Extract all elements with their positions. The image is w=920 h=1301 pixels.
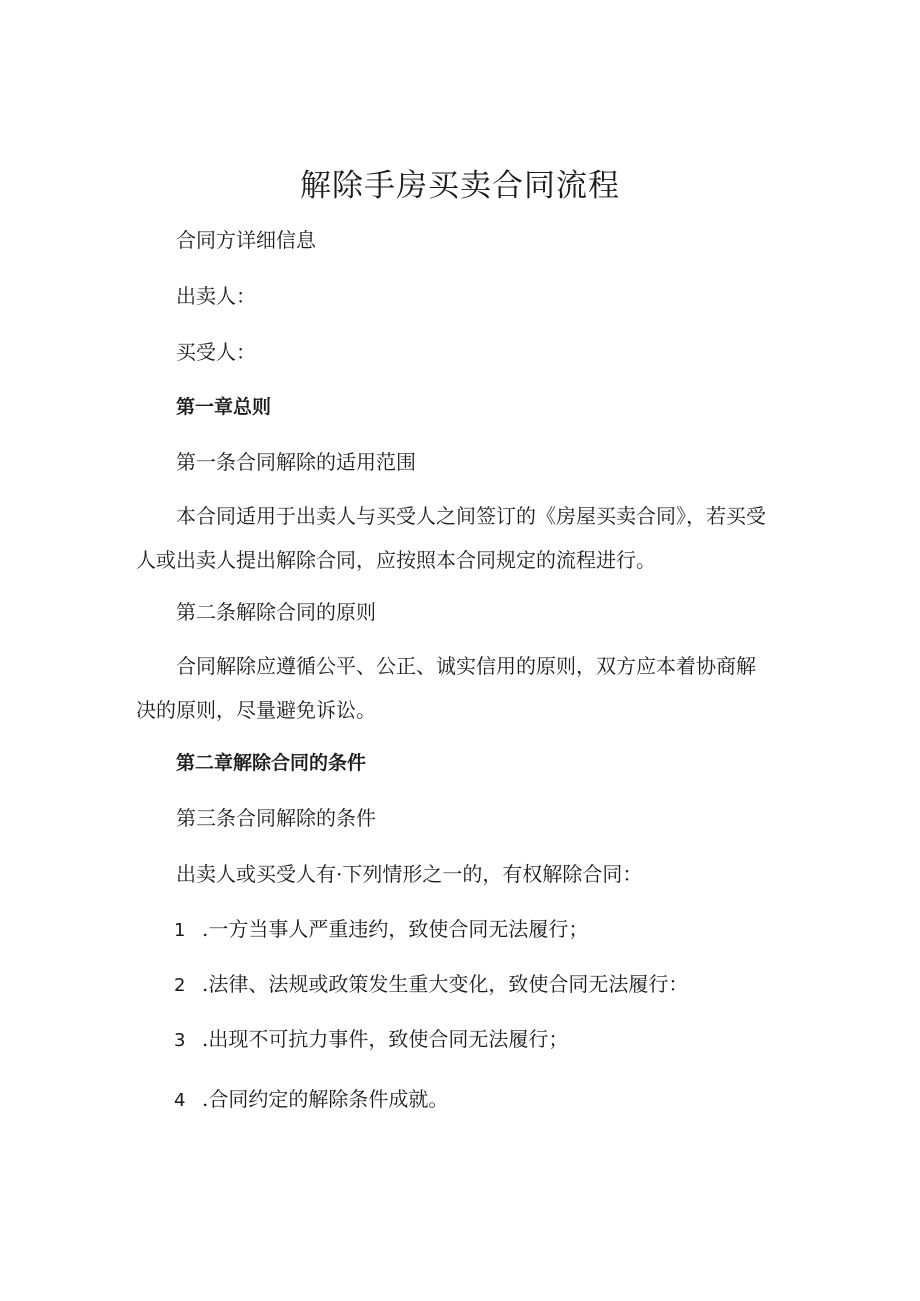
condition-item-text: .法律、法规或政策发生重大变化，致使合同无法履行： [202,972,689,996]
condition-item-text: .一方当事人严重违约，致使合同无法履行； [202,917,589,941]
condition-item-number: 3 [174,1030,186,1051]
condition-item-text: .出现不可抗力事件，致使合同无法履行； [202,1027,569,1051]
party-info-heading: 合同方详细信息 [176,228,316,252]
article2-text: 合同解除应遵循公平、公正、诚实信用的原则，双方应本着协商解决的原则，尽量避免诉讼。 [136,654,756,722]
chapter1-heading: 第一章总则 [176,396,272,418]
document-title: 解除手房买卖合同流程 [300,168,620,204]
article1-text: 本合同适用于出卖人与买受人之间签订的《房屋买卖合同》，若买受人或出卖人提出解除合同，应按照本合同规定的流程进行。 [136,504,766,572]
article2-title: 第二条解除合同的原则 [176,600,376,624]
condition-item-number: 4 [174,1090,186,1111]
chapter2-heading: 第二章解除合同的条件 [176,752,367,774]
seller-label: 出卖人： [176,284,256,308]
article3-intro: 出卖人或买受人有·下列情形之一的，有权解除合同： [176,862,643,886]
buyer-label: 买受人： [176,340,256,364]
condition-item-text: .合同约定的解除条件成就。 [202,1087,449,1111]
condition-item-2 [174,970,688,1000]
condition-item-1 [174,915,588,945]
condition-item-number: 2 [174,975,186,996]
condition-item-3 [174,1025,568,1055]
article1-title: 第一条合同解除的适用范围 [176,450,416,474]
condition-item-number: 1 [174,920,186,941]
condition-item-4 [174,1085,448,1115]
article3-title: 第三条合同解除的条件 [176,806,376,830]
